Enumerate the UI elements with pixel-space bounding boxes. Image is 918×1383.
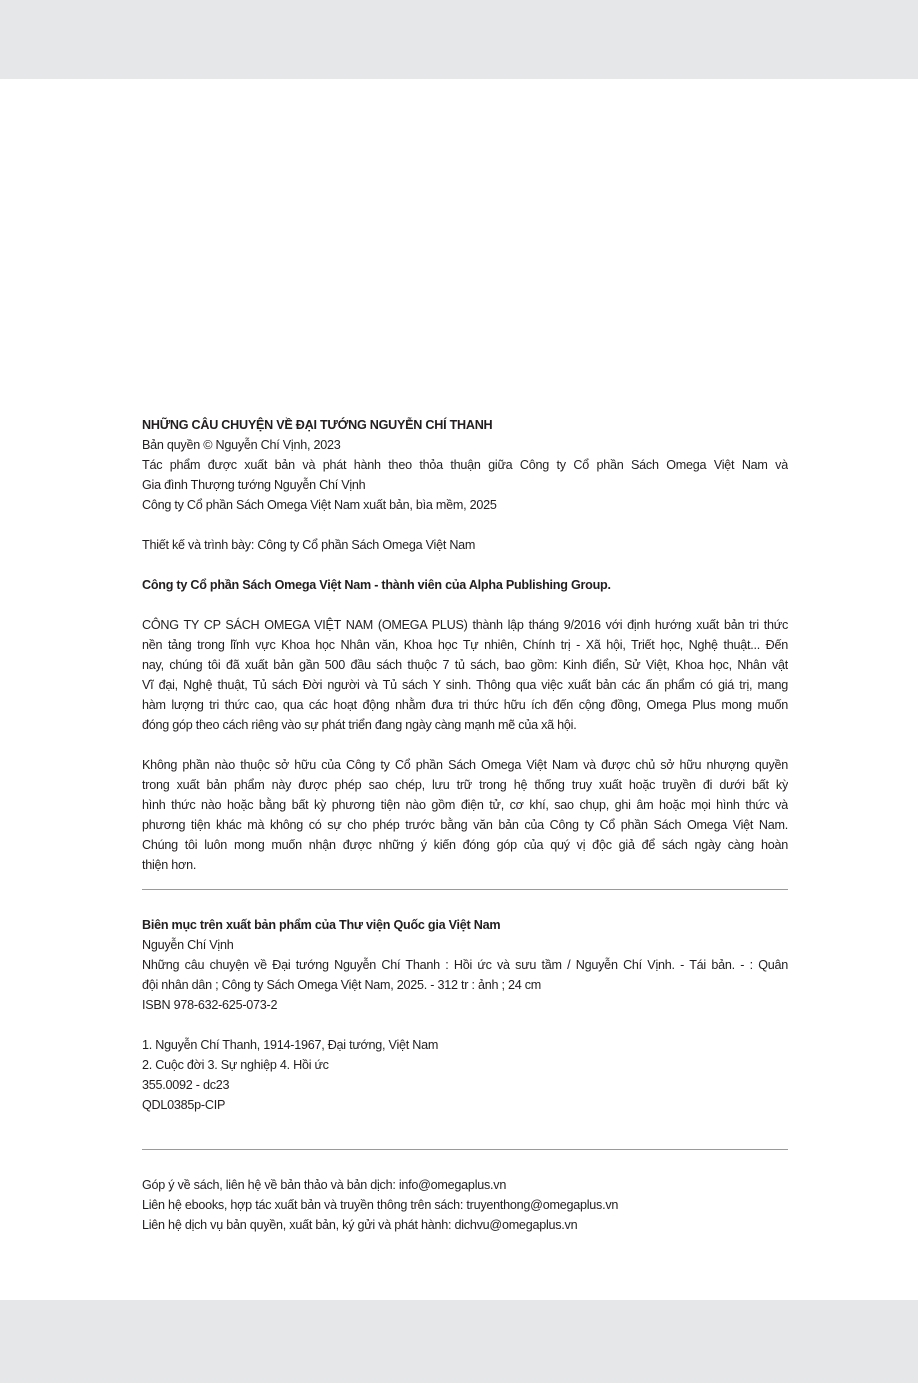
- rights-paragraph: [142, 755, 788, 875]
- cip-description: Những câu chuyện về Đại tướng Nguyễn Chí Thanh : Hồi ức và sưu tầm / Nguyễn Chí Vịnh. - Tái bản. - : Quân: [142, 958, 788, 972]
- contact-line: Liên hệ dịch vụ bản quyền, xuất bản, ký gửi và phát hành: dichvu@omegaplus.vn: [142, 1218, 578, 1232]
- contact-line: Liên hệ ebooks, hợp tác xuất bản và truyền thông trên sách: truyenthong@omegaplus.vn: [142, 1198, 619, 1212]
- cip-classification: 355.0092 - dc23: [142, 1078, 230, 1092]
- paragraph-line: nay, chúng tôi đã xuất bản gần 500 đầu sách thuộc 7 tủ sách, bao gồm: Kinh điển, Sử Việt, Khoa học, Nhân vật: [142, 658, 788, 672]
- design-credit: Thiết kế và trình bày: Công ty Cổ phần Sách Omega Việt Nam: [142, 538, 476, 552]
- paragraph-line: CÔNG TY CP SÁCH OMEGA VIỆT NAM (OMEGA PLUS) thành lập tháng 9/2016 với định hướng xuất bản tri thức: [142, 618, 788, 632]
- contacts-block: [142, 1175, 788, 1235]
- paragraph-line: Chúng tôi luôn mong muốn nhận được những ý kiến đóng góp của quý vị độc giả để sách ngày càng hoàn: [142, 838, 788, 852]
- paragraph-line: hình thức nào hoặc bằng bất kỳ phương tiện nào gồm điện tử, cơ khí, sao chụp, ghi âm hoặc mọi hình thức và: [142, 798, 788, 812]
- paragraph-line: hàm lượng tri thức cao, qua các hoạt động nhằm đưa tri thức hữu ích đến cộng đồng, Omega Plus mong muốn: [142, 698, 788, 712]
- book-title: NHỮNG CÂU CHUYỆN VỀ ĐẠI TƯỚNG NGUYỄN CHÍ THANH: [142, 418, 493, 432]
- paragraph-line: trong xuất bản phẩm này được phép sao chép, lưu trữ trong hệ thống truy xuất hoặc truyền đi dưới bất kỳ: [142, 778, 788, 792]
- contact-line: Góp ý về sách, liên hệ về bản thảo và bản dịch: info@omegaplus.vn: [142, 1178, 507, 1192]
- cip-heading: Biên mục trên xuất bản phẩm của Thư viện Quốc gia Việt Nam: [142, 918, 501, 932]
- paragraph-line: Vĩ đại, Nghệ thuật, Tủ sách Đời người và Tủ sách Y sinh. Thông qua việc xuất bản các ấn phẩm có giá trị, mang: [142, 678, 788, 692]
- agreement-line: Tác phẩm được xuất bản và phát hành theo thỏa thuận giữa Công ty Cổ phần Sách Omega Việt Nam và: [142, 458, 788, 472]
- agreement-line: Gia đình Thượng tướng Nguyễn Chí Vịnh: [142, 478, 366, 492]
- cip-subjects: 2. Cuộc đời 3. Sự nghiệp 4. Hồi ức: [142, 1058, 329, 1072]
- edition-line: Công ty Cổ phần Sách Omega Việt Nam xuất bản, bìa mềm, 2025: [142, 498, 497, 512]
- paragraph-line: phương tiện khác mà không có sự cho phép trước bằng văn bản của Công ty Cổ phần Sách Omega Việt Nam.: [142, 818, 788, 832]
- paragraph-line: đóng góp theo cách riêng vào sự phát triển đang ngày càng mạnh mẽ của xã hội.: [142, 718, 577, 732]
- cip-author: Nguyễn Chí Vịnh: [142, 938, 234, 952]
- cip-block: [142, 915, 788, 1115]
- member-statement: Công ty Cổ phần Sách Omega Việt Nam - thành viên của Alpha Publishing Group.: [142, 578, 611, 592]
- divider: [142, 1149, 788, 1150]
- paragraph-line: Không phần nào thuộc sở hữu của Công ty Cổ phần Sách Omega Việt Nam và được chủ sở hữu nhượng quyền: [142, 758, 788, 772]
- paragraph-line: thiện hơn.: [142, 858, 197, 872]
- copyright-line: Bản quyền © Nguyễn Chí Vịnh, 2023: [142, 438, 341, 452]
- about-paragraph: [142, 615, 788, 735]
- divider: [142, 889, 788, 890]
- cip-description: đội nhân dân ; Công ty Sách Omega Việt Nam, 2025. - 312 tr : ảnh ; 24 cm: [142, 978, 542, 992]
- cip-subjects: 1. Nguyễn Chí Thanh, 1914-1967, Đại tướng, Việt Nam: [142, 1038, 439, 1052]
- cip-record-id: QDL0385p-CIP: [142, 1098, 226, 1112]
- colophon-block: [142, 415, 788, 595]
- cip-isbn: ISBN 978-632-625-073-2: [142, 998, 278, 1012]
- paragraph-line: nền tảng trong lĩnh vực Khoa học Nhân văn, Khoa học Tự nhiên, Chính trị - Xã hội, Triết học, Nghệ thuật... Đến: [142, 638, 788, 652]
